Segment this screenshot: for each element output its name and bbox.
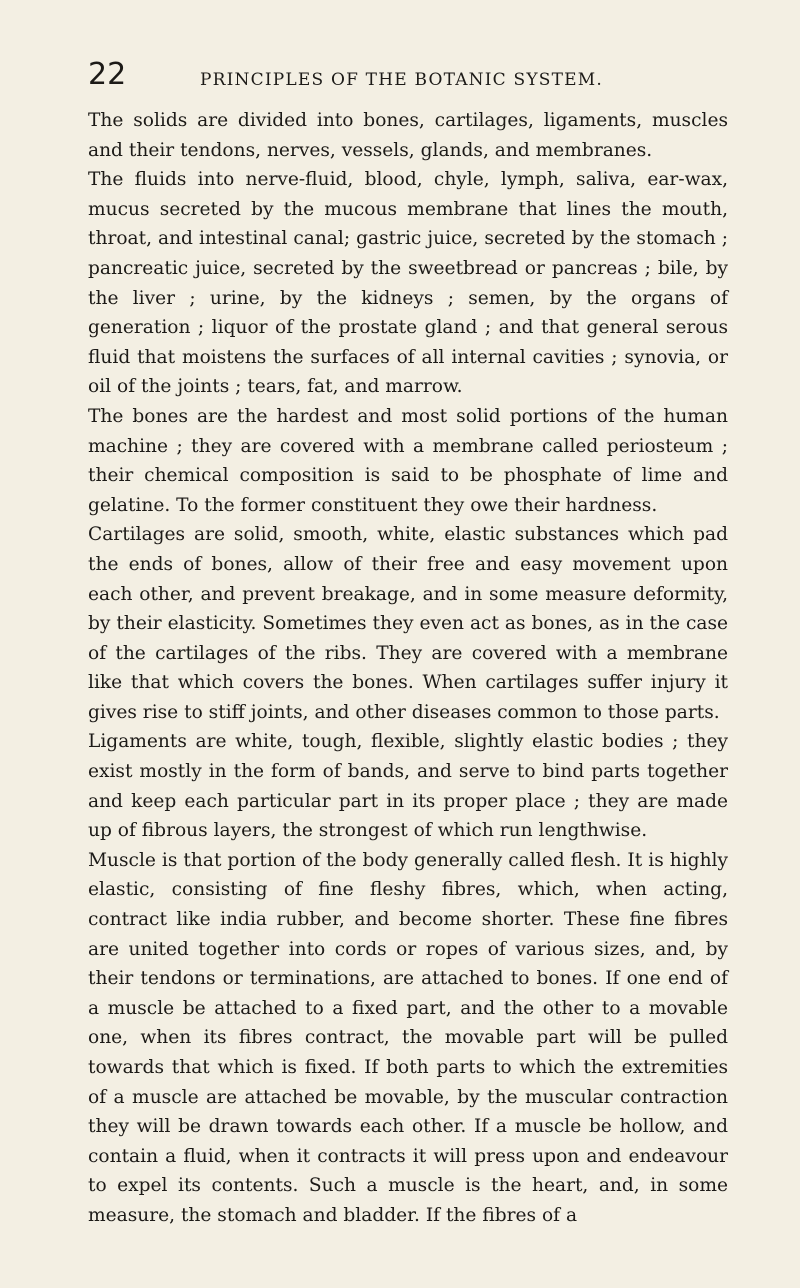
paragraph-muscle: Muscle is that portion of the body generally called flesh. It is highly elastic, consisting of fine fleshy fibres, which, when acting, contract like india rubber, and become shorter. These fine fibres are united together into cords or ropes of various sizes, and, by their tendons or terminations, are attached to bones. If one end of a muscle be attached to a fixed part, and the other to a movable one, when its fibres contract, the movable part will be pulled towards that which is fixed. If both parts to which the extremities of a muscle are attached be movable, by the muscular contraction they will be drawn towards each other. If a muscle be hollow, and contain a fluid, when it contracts it will press upon and endeavour to expel its contents. Such a muscle is the heart, and, in some measure, the stomach and bladder. If the fibres of a (88, 849, 728, 1226)
running-head: PRINCIPLES OF THE BOTANIC SYSTEM. (200, 70, 603, 90)
paragraph-solids: The solids are divided into bones, cartilages, ligaments, muscles and their tendons, nerves, vessels, glands, and membranes. (88, 110, 728, 161)
page-header (0, 56, 800, 96)
paragraph-ligaments: Ligaments are white, tough, flexible, slightly elastic bodies ; they exist mostly in the form of bands, and serve to bind parts together and keep each particular part in its proper place ; they are made up of fibrous layers, the strongest of which run lengthwise. (88, 731, 728, 842)
body-text (88, 106, 728, 1231)
paragraph-fluids: The fluids into nerve-fluid, blood, chyle, lymph, saliva, ear-wax, mucus secreted by the mucous membrane that lines the mouth, throat, and intestinal canal; gastric juice, secreted by the stomach ; pancreatic juice, secreted by the sweetbread or pancreas ; bile, by the liver ; urine, by the kidneys ; semen, by the organs of generation ; liquor of the prostate gland ; and that general serous fluid that moistens the surfaces of all internal cavities ; synovia, or oil of the joints ; tears, fat, and marrow. (88, 169, 728, 398)
paragraph-cartilages: Cartilages are solid, smooth, white, elastic substances which pad the ends of bones, allow of their free and easy movement upon each other, and prevent breakage, and in some measure deformity, by their elasticity. Sometimes they even act as bones, as in the case of the cartilages of the ribs. They are covered with a membrane like that which covers the bones. When cartilages suffer injury it gives rise to stiff joints, and other diseases common to those parts. (88, 524, 728, 723)
paragraph-bones: The bones are the hardest and most solid portions of the human machine ; they are covered with a membrane called periosteum ; their chemical composition is said to be phosphate of lime and gelatine. To the former constituent they owe their hardness. (88, 405, 728, 516)
page-number: 22 (88, 57, 127, 92)
